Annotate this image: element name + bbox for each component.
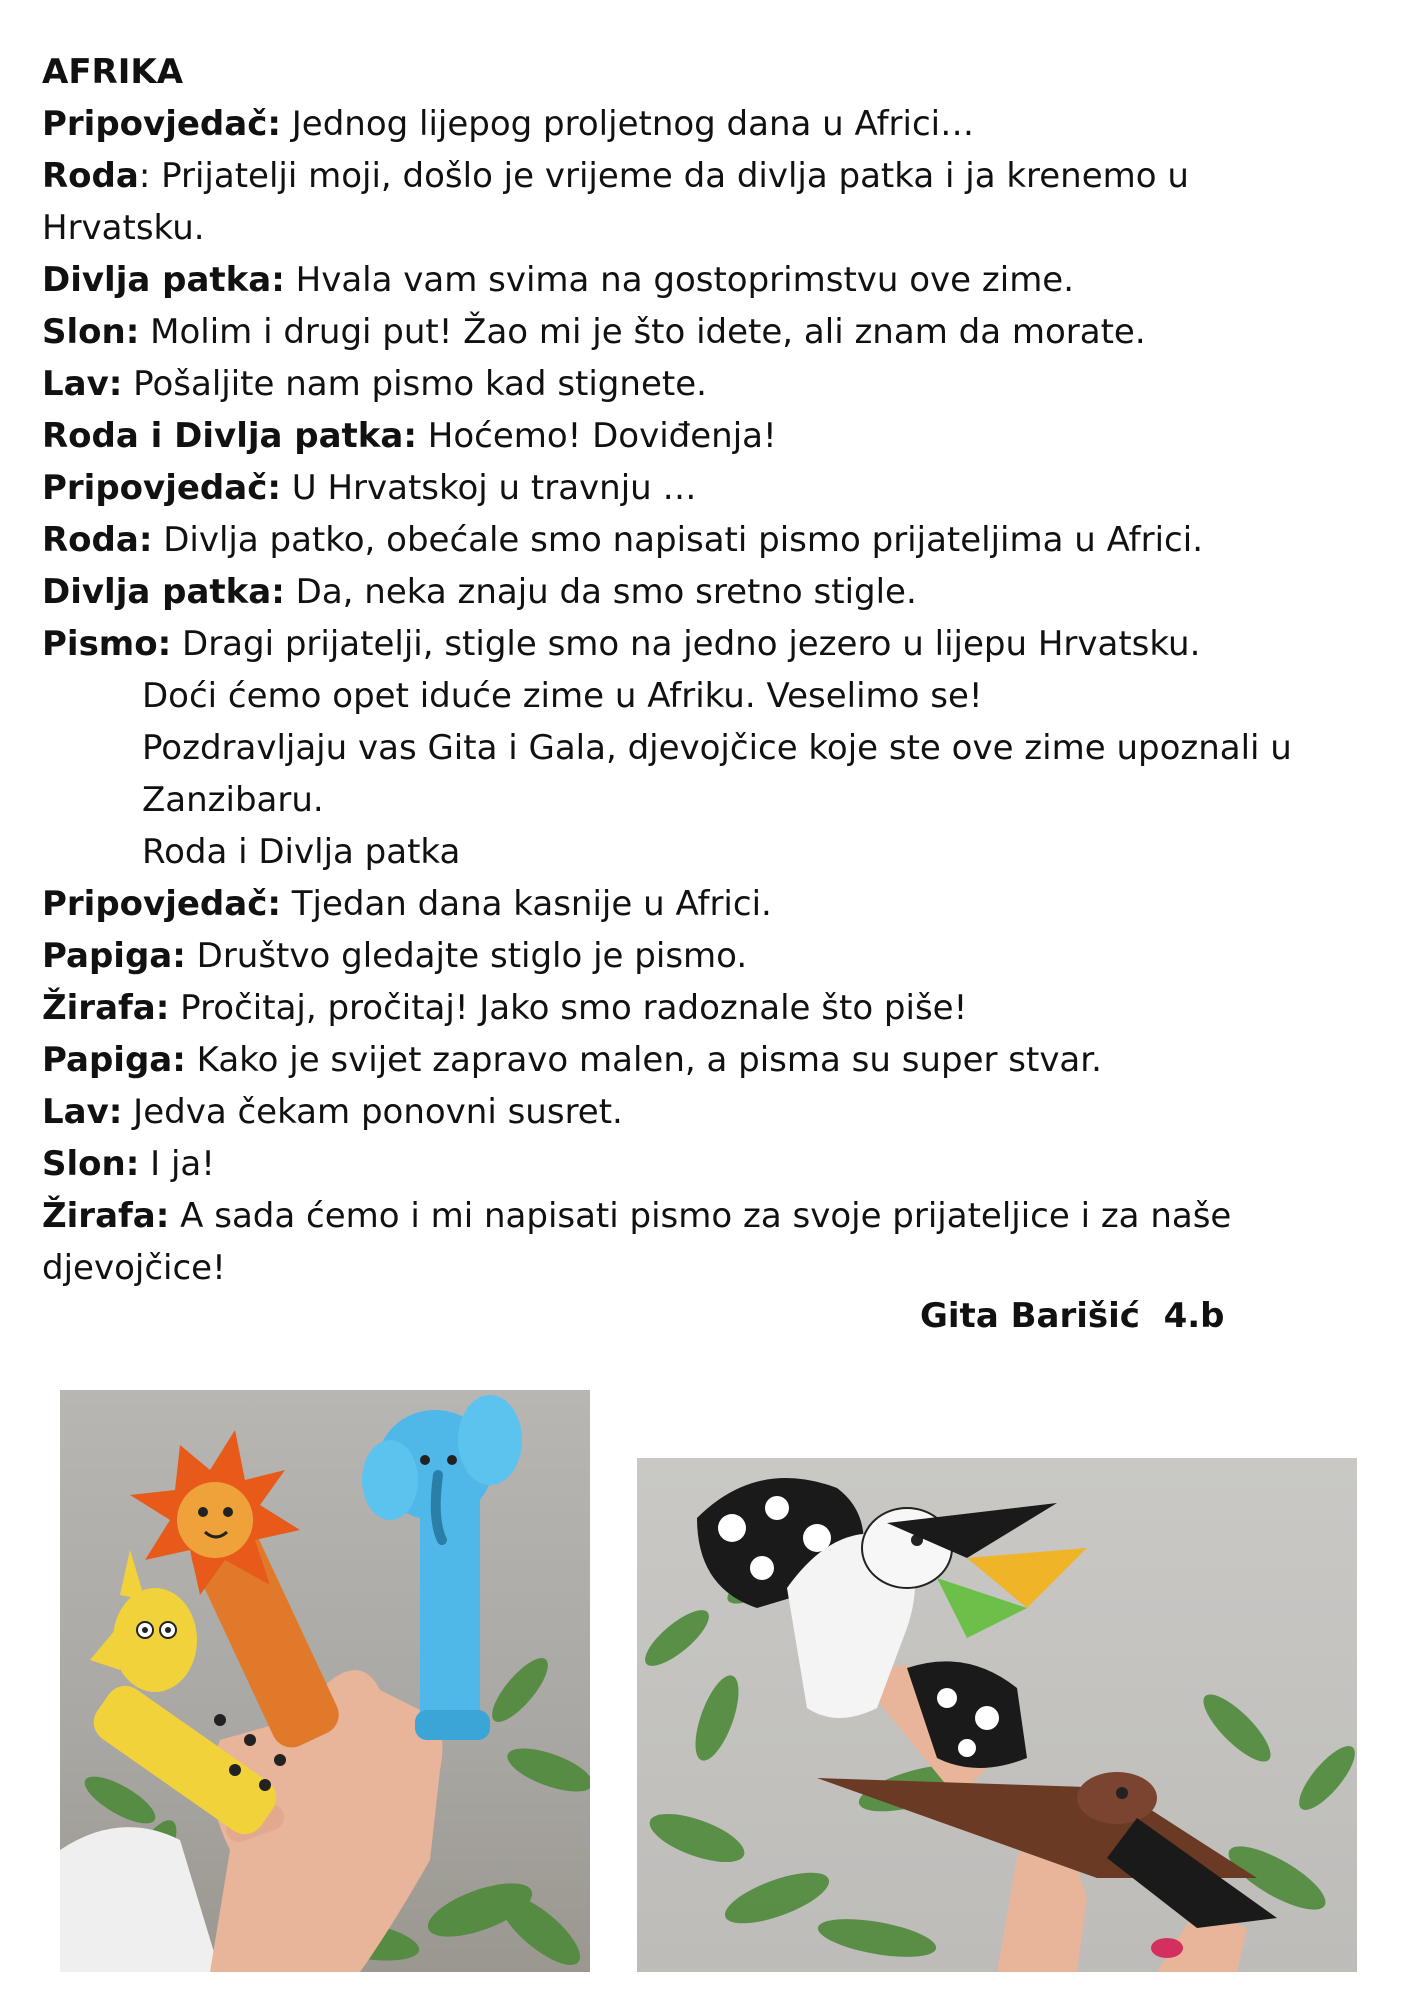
finger-puppets-photo-stork-duck [637, 1458, 1357, 1972]
dialogue-line [42, 150, 1302, 254]
dialogue-text: Da, neka znaju da smo sretno stigle. [284, 572, 917, 612]
puppets-illustration [637, 1458, 1357, 1972]
dialogue-text: Pošaljite nam pismo kad stignete. [122, 364, 707, 404]
speaker-name: Pripovjedač: [42, 468, 281, 508]
speaker-name: Roda [42, 156, 139, 196]
dialogue-text: : Prijatelji moji, došlo je vrijeme da divlja patka i ja krenemo u Hrvatsku. [42, 156, 1189, 248]
puppets-illustration [60, 1390, 590, 1972]
speaker-name: Slon: [42, 1144, 140, 1184]
dialogue-text: Molim i drugi put! Žao mi je što idete, ali znam da morate. [139, 312, 1146, 352]
dialogue-line [42, 1086, 1372, 1138]
speaker-name: Žirafa: [42, 1196, 170, 1236]
speaker-name: Žirafa: [42, 988, 170, 1028]
dialogue-text: Hvala vam svima na gostoprimstvu ove zime. [284, 260, 1075, 300]
dialogue-line [42, 618, 1372, 670]
dialogue-line [42, 1034, 1372, 1086]
dialogue-text: Hoćemo! Doviđenja! [416, 416, 777, 456]
dialogue-line [42, 358, 1372, 410]
dialogue-line [42, 254, 1372, 306]
document [42, 46, 1372, 1294]
letter-signature: Roda i Divlja patka [142, 832, 461, 872]
dialogue-line [42, 878, 1372, 930]
speaker-name: Divlja patka: [42, 572, 285, 612]
dialogue-line [42, 462, 1372, 514]
speaker-name: Pripovjedač: [42, 104, 281, 144]
dialogue-text: Divlja patko, obećale smo napisati pismo prijateljima u Africi. [152, 520, 1204, 560]
dialogue-line [42, 930, 1372, 982]
letter-line: Pozdravljaju vas Gita i Gala, djevojčice koje ste ove zime upoznali u Zanzibaru. [142, 728, 1292, 820]
dialogue-line [42, 566, 1372, 618]
speaker-name: Pripovjedač: [42, 884, 281, 924]
letter-line: Doći ćemo opet iduće zime u Afriku. Veselimo se! [142, 676, 983, 716]
dialogue-text: Tjedan dana kasnije u Africi. [280, 884, 772, 924]
dialogue-text: Kako je svijet zapravo malen, a pisma su super stvar. [185, 1040, 1102, 1080]
dialogue-line [42, 306, 1372, 358]
dialogue-text: Dragi prijatelji, stigle smo na jedno jezero u lijepu Hrvatsku. [171, 624, 1201, 664]
dialogue-text: A sada ćemo i mi napisati pismo za svoje prijateljice i za naše djevojčice! [42, 1196, 1232, 1288]
dialogue-text: I ja! [139, 1144, 215, 1184]
dialogue-line [42, 982, 1372, 1034]
dialogue-line [42, 1190, 1302, 1294]
speaker-name: Pismo: [42, 624, 172, 664]
speaker-name: Divlja patka: [42, 260, 285, 300]
speaker-name: Lav: [42, 364, 123, 404]
dialogue-line [42, 410, 1372, 462]
dialogue-line [42, 98, 1372, 150]
dialogue-text: U Hrvatskoj u travnju … [280, 468, 697, 508]
document-title: AFRIKA [42, 52, 184, 92]
finger-puppets-photo-lion-giraffe-elephant [60, 1390, 590, 1972]
dialogue-line [42, 1138, 1372, 1190]
dialogue-line [42, 514, 1372, 566]
dialogue-text: Jednog lijepog proljetnog dana u Africi… [280, 104, 975, 144]
speaker-name: Papiga: [42, 1040, 186, 1080]
dialogue-text: Društvo gledajte stiglo je pismo. [185, 936, 748, 976]
dialogue-text: Pročitaj, pročitaj! Jako smo radoznale što piše! [169, 988, 968, 1028]
speaker-name: Roda: [42, 520, 153, 560]
speaker-name: Lav: [42, 1092, 123, 1132]
speaker-name: Roda i Divlja patka: [42, 416, 417, 456]
speaker-name: Papiga: [42, 936, 186, 976]
author-signature: Gita Barišić 4.b [920, 1296, 1225, 1336]
speaker-name: Slon: [42, 312, 140, 352]
dialogue-text: Jedva čekam ponovni susret. [122, 1092, 623, 1132]
